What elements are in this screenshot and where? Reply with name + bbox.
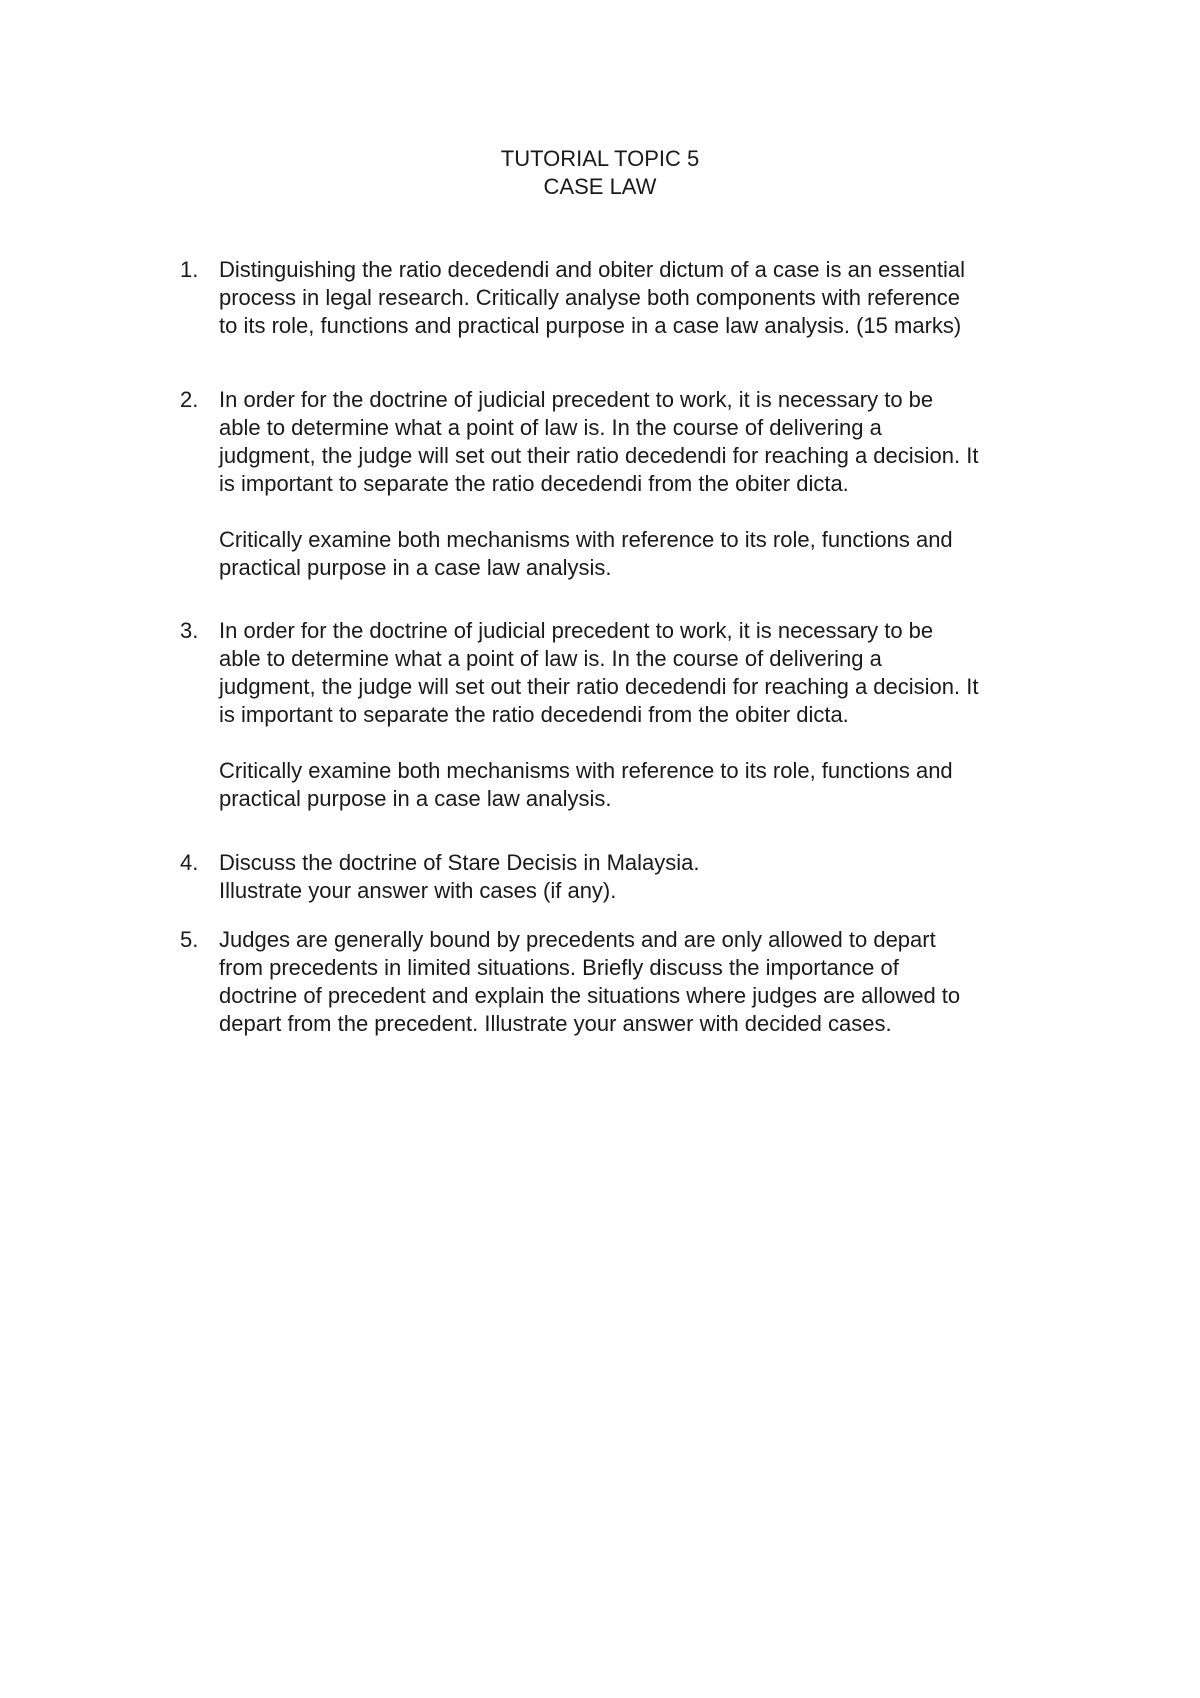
question-number: 2.: [180, 387, 199, 412]
question-paragraph: In order for the doctrine of judicial precedent to work, it is necessary to be able to determine what a point of law is. In the course of delivering a judgment, the judge will set out their ratio decedendi for reaching a decision. It is important to separate the ratio decedendi from the obiter dicta.: [219, 618, 979, 727]
question-body: [219, 386, 1079, 582]
question-number: 3.: [180, 618, 199, 643]
document-title-block: [0, 145, 1200, 201]
question-body: [219, 617, 1079, 813]
question-number: 4.: [180, 850, 199, 875]
question-paragraph: Critically examine both mechanisms with reference to its role, functions and practical purpose in a case law analysis.: [219, 758, 953, 811]
question-number: 5.: [180, 927, 199, 952]
question-paragraph: Critically examine both mechanisms with reference to its role, functions and practical purpose in a case law analysis.: [219, 527, 953, 580]
question-body: [219, 849, 1079, 905]
question-paragraph: In order for the doctrine of judicial precedent to work, it is necessary to be able to determine what a point of law is. In the course of delivering a judgment, the judge will set out their ratio decedendi for reaching a decision. It is important to separate the ratio decedendi from the obiter dicta.: [219, 387, 979, 496]
question-body: [219, 256, 1079, 340]
document-subtitle: CASE LAW: [543, 174, 657, 199]
document-title: TUTORIAL TOPIC 5: [500, 146, 700, 171]
question-paragraph: Discuss the doctrine of Stare Decisis in Malaysia. Illustrate your answer with cases (if any).: [219, 850, 700, 903]
question-paragraph: Judges are generally bound by precedents and are only allowed to depart from precedents in limited situations. Briefly discuss the importance of doctrine of precedent and explain the situations where judges are allowed to depart from the precedent. Illustrate your answer with decided cases.: [219, 927, 961, 1036]
question-number: 1.: [180, 257, 199, 282]
question-body: [219, 926, 1079, 1038]
question-paragraph: Distinguishing the ratio decedendi and obiter dictum of a case is an essential process in legal research. Critically analyse both components with reference to its role, functions and practical purpose in a case law analysis. (15 marks): [219, 257, 966, 338]
